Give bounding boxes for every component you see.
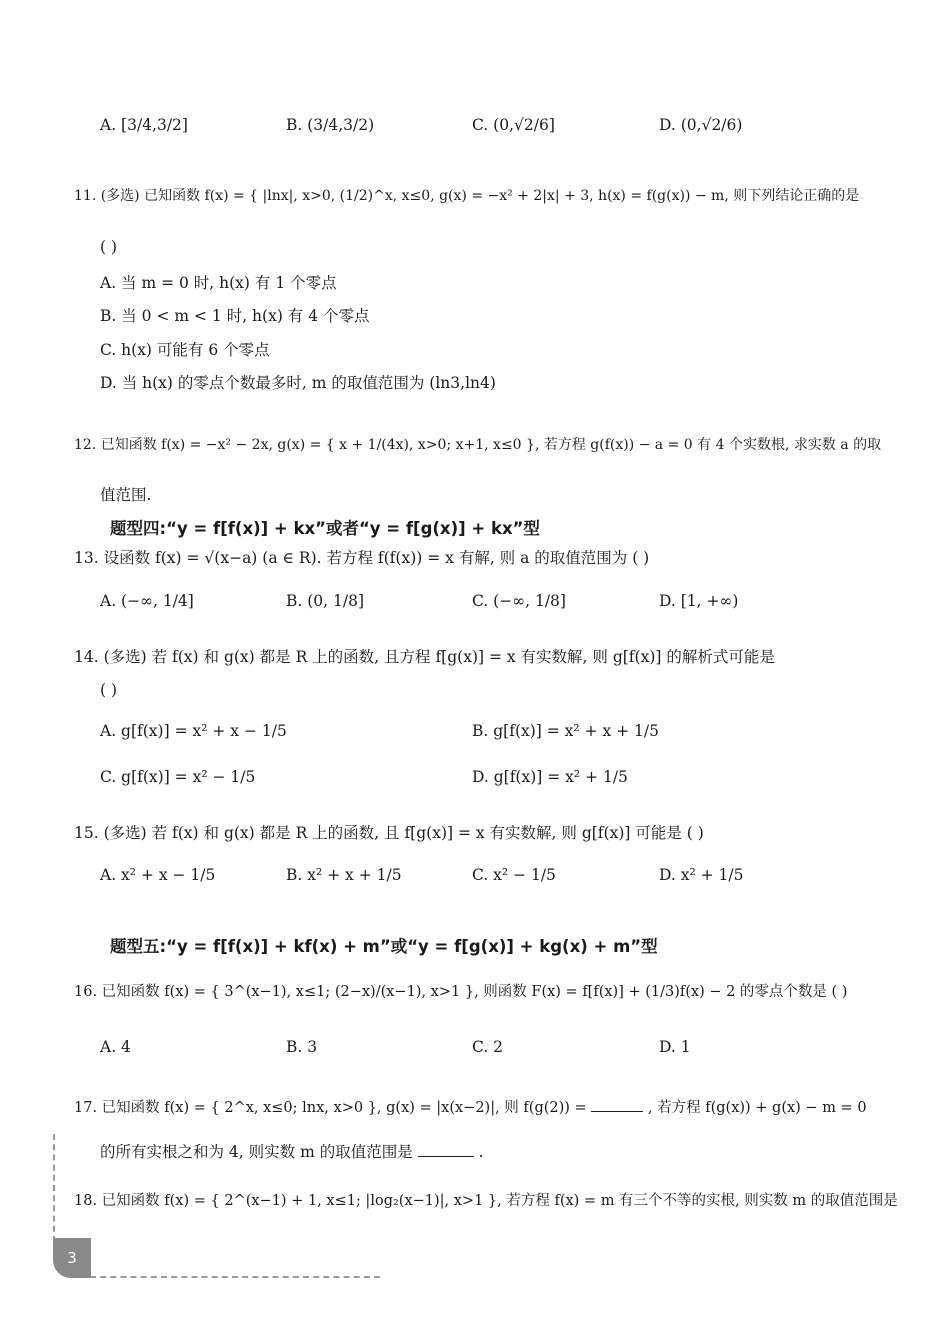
q11-stem: 11. (多选) 已知函数 f(x) = { |lnx|, x>0, (1/2)^x, x≤0, g(x) = −x² + 2|x| + 3, h(x) = f(g(x)) − m, 则下列结论正确的是 bbox=[74, 188, 860, 204]
q11-option-b: B. 当 0 < m < 1 时, h(x) 有 4 个零点 bbox=[100, 307, 370, 325]
q11-paren: ( ) bbox=[100, 238, 118, 256]
q14-option-a: A. g[f(x)] = x² + x − 1/5 bbox=[100, 722, 287, 740]
q15-option-d: D. x² + 1/5 bbox=[659, 866, 744, 884]
q16-option-a: A. 4 bbox=[100, 1038, 131, 1056]
q16-option-c: C. 2 bbox=[472, 1038, 504, 1056]
section-heading-5: 题型五:“y = f[f(x)] + kf(x) + m”或“y = f[g(x)] + kg(x) + m”型 bbox=[110, 937, 658, 956]
section-heading-4: 题型四:“y = f[f(x)] + kx”或者“y = f[g(x)] + kx”型 bbox=[110, 519, 540, 538]
q10-option-a: A. [3/4,3/2] bbox=[100, 116, 188, 134]
q14-stem: 14. (多选) 若 f(x) 和 g(x) 都是 R 上的函数, 且方程 f[g(x)] = x 有实数解, 则 g[f(x)] 的解析式可能是 bbox=[74, 648, 775, 666]
q14-option-c: C. g[f(x)] = x² − 1/5 bbox=[100, 768, 256, 786]
q14-option-b: B. g[f(x)] = x² + x + 1/5 bbox=[472, 722, 659, 740]
q16-option-b: B. 3 bbox=[286, 1038, 318, 1056]
q17-answer-blank-2[interactable] bbox=[418, 1142, 474, 1157]
q13-stem: 13. 设函数 f(x) = √(x−a) (a ∈ R). 若方程 f(f(x)) = x 有解, 则 a 的取值范围为 ( ) bbox=[74, 549, 650, 567]
q17-stem bbox=[74, 1097, 867, 1117]
q10-option-c: C. (0,√2/6] bbox=[472, 116, 555, 134]
q16-stem: 16. 已知函数 f(x) = { 3^(x−1), x≤1; (2−x)/(x−1), x>1 }, 则函数 F(x) = f[f(x)] + (1/3)f(x) − 2 的零点个数是 ( ) bbox=[74, 984, 848, 1000]
q15-option-c: C. x² − 1/5 bbox=[472, 866, 556, 884]
q17-answer-blank-1[interactable] bbox=[591, 1097, 643, 1112]
q17-stem-part1: 17. 已知函数 f(x) = { 2^x, x≤0; lnx, x>0 }, g(x) = |x(x−2)|, 则 f(g(2)) = bbox=[74, 1100, 587, 1116]
q11-option-a: A. 当 m = 0 时, h(x) 有 1 个零点 bbox=[100, 274, 337, 292]
q17-cont-part1: 的所有实根之和为 4, 则实数 m 的取值范围是 bbox=[100, 1143, 413, 1161]
q17-cont-part2: . bbox=[478, 1143, 484, 1161]
q13-option-c: C. (−∞, 1/8] bbox=[472, 592, 566, 610]
page-number: 3 bbox=[53, 1238, 91, 1278]
q14-option-d: D. g[f(x)] = x² + 1/5 bbox=[472, 768, 628, 786]
q13-option-d: D. [1, +∞) bbox=[659, 592, 739, 610]
q11-option-d: D. 当 h(x) 的零点个数最多时, m 的取值范围为 (ln3,ln4) bbox=[100, 374, 496, 392]
q15-stem: 15. (多选) 若 f(x) 和 g(x) 都是 R 上的函数, 且 f[g(x)] = x 有实数解, 则 g[f(x)] 可能是 ( ) bbox=[74, 824, 704, 842]
q13-option-a: A. (−∞, 1/4] bbox=[100, 592, 194, 610]
q11-option-c: C. h(x) 可能有 6 个零点 bbox=[100, 341, 270, 359]
q12-stem: 12. 已知函数 f(x) = −x² − 2x, g(x) = { x + 1/(4x), x>0; x+1, x≤0 }, 若方程 g(f(x)) − a = 0 有 4 个实数根, 求实数 a 的取 bbox=[74, 437, 882, 453]
q13-option-b: B. (0, 1/8] bbox=[286, 592, 364, 610]
q12-continuation: 值范围. bbox=[100, 486, 152, 504]
q18-stem: 18. 已知函数 f(x) = { 2^(x−1) + 1, x≤1; |log₂(x−1)|, x>1 }, 若方程 f(x) = m 有三个不等的实根, 则实数 m 的取值范围是 bbox=[74, 1193, 898, 1209]
q16-option-d: D. 1 bbox=[659, 1038, 691, 1056]
q17-stem-part2: , 若方程 f(g(x)) + g(x) − m = 0 bbox=[647, 1100, 867, 1116]
q10-option-d: D. (0,√2/6) bbox=[659, 116, 743, 134]
q14-paren: ( ) bbox=[100, 681, 118, 699]
q15-option-a: A. x² + x − 1/5 bbox=[100, 866, 216, 884]
q15-option-b: B. x² + x + 1/5 bbox=[286, 866, 402, 884]
q17-continuation bbox=[100, 1142, 484, 1162]
bottom-dashed-border bbox=[90, 1276, 380, 1278]
left-dashed-border bbox=[53, 1134, 55, 1242]
q10-option-b: B. (3/4,3/2) bbox=[286, 116, 375, 134]
